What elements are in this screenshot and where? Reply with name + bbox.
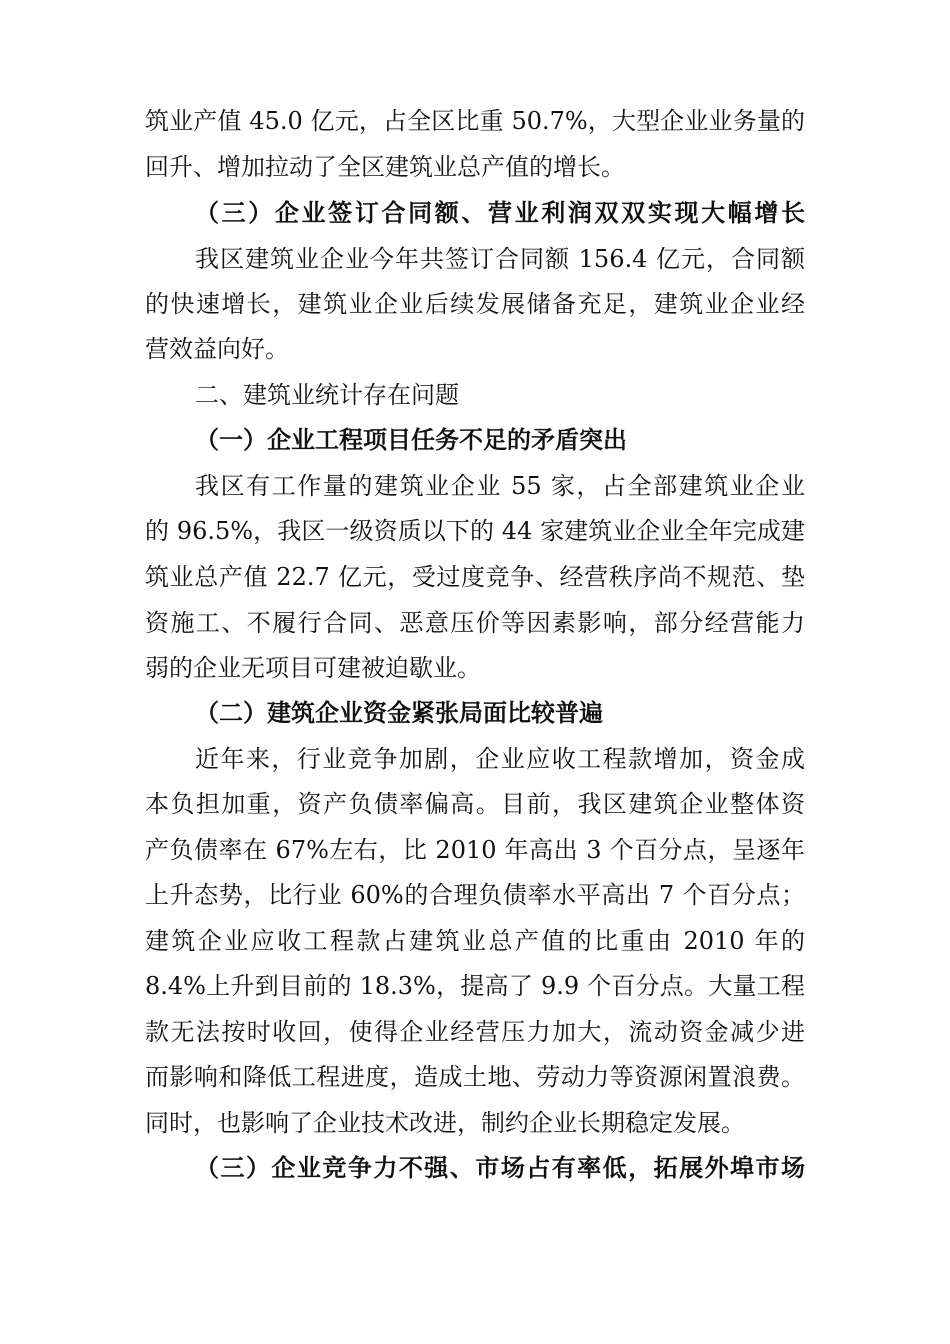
body-text-line: 产负债率在 67%左右，比 2010 年高出 3 个百分点，呈逐年 [145, 836, 805, 864]
body-text-line: 我区有工作量的建筑业企业 55 家，占全部建筑业企业 [195, 472, 805, 500]
body-text-line: 资施工、不履行合同、恶意压价等因素影响，部分经营能力 [145, 609, 805, 637]
body-text-line: 本负担加重，资产负债率偏高。目前，我区建筑企业整体资 [145, 790, 805, 818]
body-text-line: 的快速增长，建筑业企业后续发展储备充足，建筑业企业经 [145, 290, 805, 318]
body-text-line: 同时，也影响了企业技术改进，制约企业长期稳定发展。 [145, 1109, 745, 1137]
body-text-line: 而影响和降低工程进度，造成土地、劳动力等资源闲置浪费。 [145, 1063, 805, 1091]
body-text-line: 弱的企业无项目可建被迫歇业。 [145, 654, 481, 682]
body-text-line: 款无法按时收回，使得企业经营压力加大，流动资金减少进 [145, 1018, 805, 1046]
subsection-heading: （二）建筑企业资金紧张局面比较普遍 [195, 699, 603, 727]
body-text-line: 回升、增加拉动了全区建筑业总产值的增长。 [145, 153, 625, 181]
body-text-line: 上升态势，比行业 60%的合理负债率水平高出 7 个百分点； [145, 881, 805, 909]
body-text-line: 筑业总产值 22.7 亿元，受过度竞争、经营秩序尚不规范、垫 [145, 563, 805, 591]
section-heading: 二、建筑业统计存在问题 [195, 381, 459, 409]
body-text-line: 筑业产值 45.0 亿元，占全区比重 50.7%，大型企业业务量的 [145, 107, 805, 135]
body-text-line: 营效益向好。 [145, 335, 289, 363]
body-text-line: 8.4%上升到目前的 18.3%，提高了 9.9 个百分点。大量工程 [145, 972, 805, 1000]
subsection-heading: （三）企业竞争力不强、市场占有率低，拓展外埠市场 [195, 1154, 805, 1182]
subsection-heading: （一）企业工程项目任务不足的矛盾突出 [195, 426, 627, 454]
subsection-heading: （三）企业签订合同额、营业利润双双实现大幅增长 [195, 199, 805, 227]
body-text-line: 我区建筑业企业今年共签订合同额 156.4 亿元，合同额 [195, 245, 805, 273]
body-text-line: 的 96.5%，我区一级资质以下的 44 家建筑业企业全年完成建 [145, 517, 805, 545]
body-text-line: 近年来，行业竞争加剧，企业应收工程款增加，资金成 [195, 745, 805, 773]
body-text-line: 建筑企业应收工程款占建筑业总产值的比重由 2010 年的 [145, 927, 805, 955]
